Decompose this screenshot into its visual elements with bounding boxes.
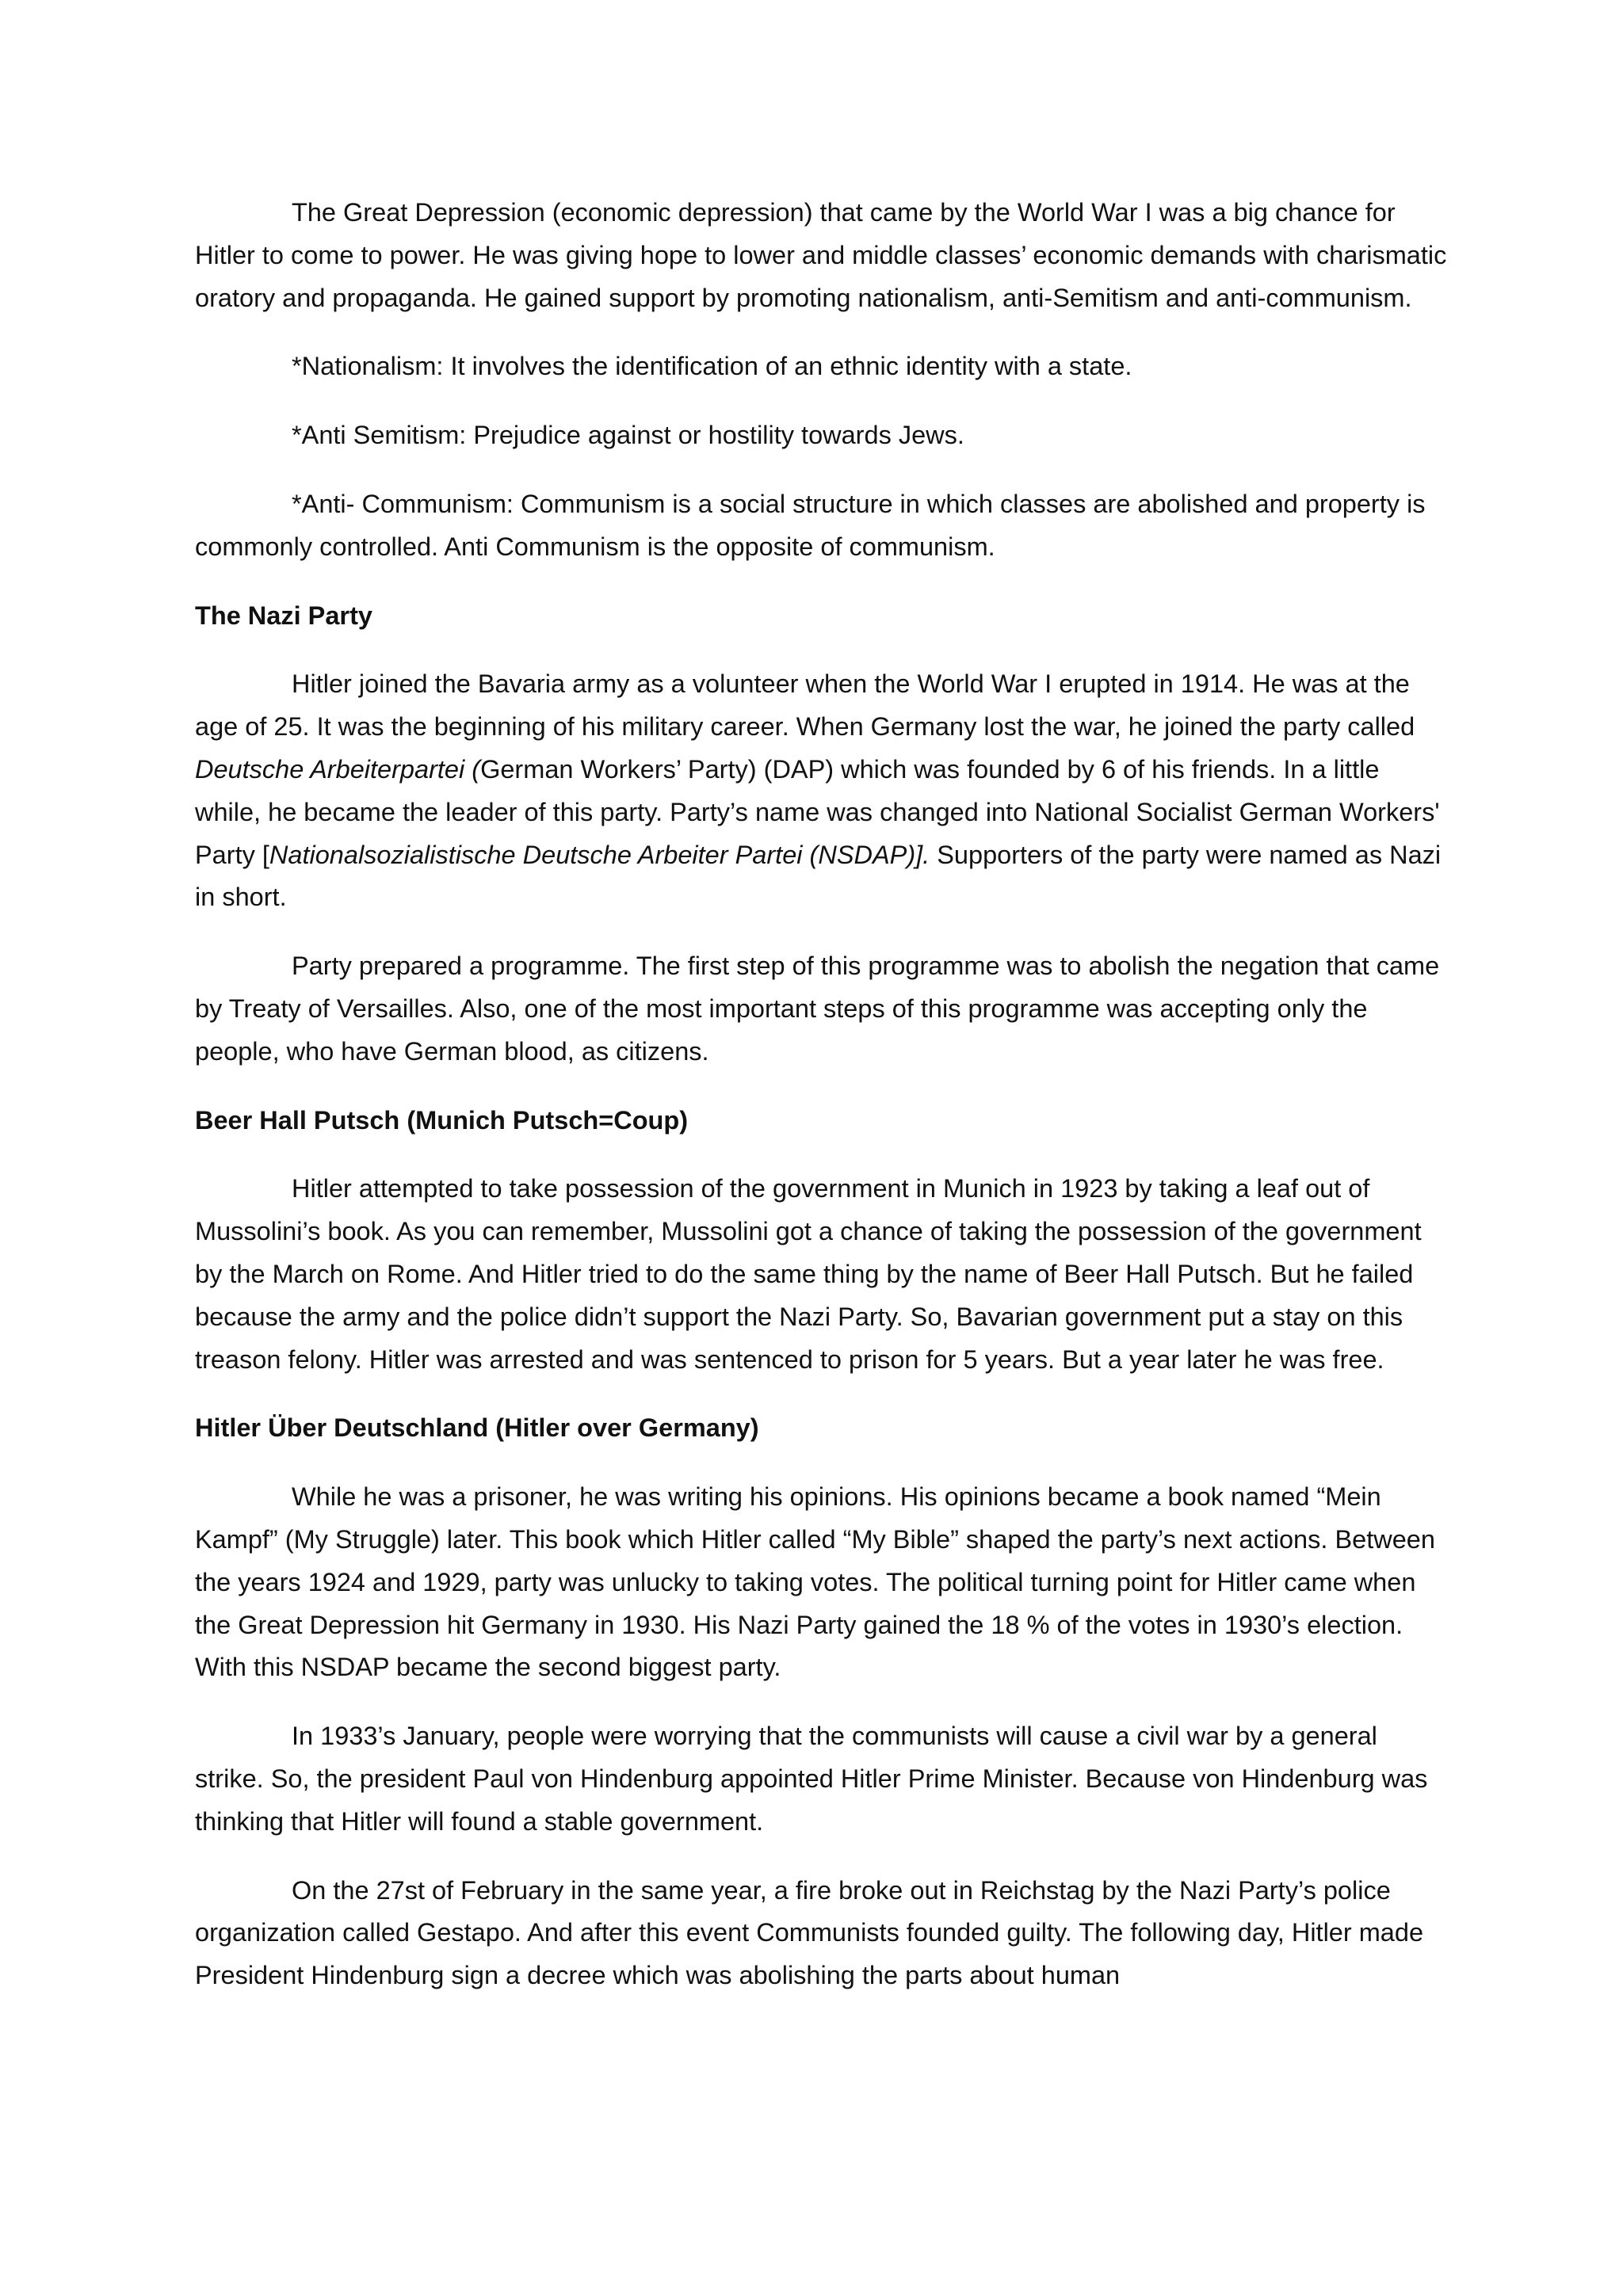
heading-nazi-party: The Nazi Party [195, 601, 372, 630]
definition-anti-semitism: *Anti Semitism: Prejudice against or hostility towards Jews. [292, 421, 964, 450]
paragraph-great-depression: The Great Depression (economic depression) that came by the World War I was a big chance for Hitler to come to power. He was giving hope to lower and middle classes’ economic demands with charismatic oratory and propaganda. He gained support by promoting nationalism, anti-Semitism and anti-communism. [195, 198, 1447, 312]
heading-hitler-uber-deutschland: Hitler Über Deutschland (Hitler over Germany) [195, 1413, 759, 1443]
paragraph-1933-january: In 1933’s January, people were worrying that the communists will cause a civil war by a general strike. So, the president Paul von Hindenburg appointed Hitler Prime Minister. Because von Hindenburg was thinking that Hitler will found a stable government. [195, 1722, 1428, 1836]
paragraph-party-programme: Party prepared a programme. The first step of this programme was to abolish the negation that came by Treaty of Versailles. Also, one of the most important steps of this programme was accepting only the people, who have German blood, as citizens. [195, 952, 1440, 1066]
italic-nsdap-name: Nationalsozialistische Deutsche Arbeiter Partei (NSDAP)]. [269, 840, 930, 869]
italic-dap-name: Deutsche Arbeiterpartei ( [195, 754, 481, 784]
document-body [195, 192, 1447, 1997]
definition-nationalism: *Nationalism: It involves the identification of an ethnic identity with a state. [292, 352, 1132, 381]
paragraph-reichstag-fire: On the 27st of February in the same year, a fire broke out in Reichstag by the Nazi Party’s police organization called Gestapo. And after this event Communists founded guilty. The following day, Hitler made President Hindenburg sign a decree which was abolishing the parts about human [195, 1875, 1424, 1990]
heading-beer-hall-putsch: Beer Hall Putsch (Munich Putsch=Coup) [195, 1105, 689, 1135]
paragraph-munich-attempt: Hitler attempted to take possession of the government in Munich in 1923 by taking a leaf out of Mussolini’s book. As you can remember, Mussolini got a chance of taking the possession of the government by the March on Rome. And Hitler tried to do the same thing by the name of Beer Hall Putsch. But he failed because the army and the police didn’t support the Nazi Party. So, Bavarian government put a stay on this treason felony. Hitler was arrested and was sentenced to prison for 5 years. But a year later he was free. [195, 1174, 1422, 1374]
paragraph-text: German Workers’ Party) (DAP) which was founded by 6 of his friends. In a little while, he became the leader of this party. Party’s name was changed into National Socialist German Workers' Party [ [195, 754, 1440, 869]
definition-anti-communism: *Anti- Communism: Communism is a social structure in which classes are abolished and property is commonly controlled. Anti Communism is the opposite of communism. [195, 489, 1426, 561]
paragraph-text: Hitler joined the Bavaria army as a volunteer when the World War I erupted in 1914. He was at the age of 25. It was the beginning of his military career. When Germany lost the war, he joined the party called [195, 669, 1415, 742]
paragraph-text: Supporters of the party were named as Nazi in short. [195, 840, 1442, 912]
paragraph-hitler-joined-army [195, 663, 1447, 919]
paragraph-mein-kampf: While he was a prisoner, he was writing his opinions. His opinions became a book named “Mein Kampf” (My Struggle) later. This book which Hitler called “My Bible” shaped the party’s next actions. Between the years 1924 and 1929, party was unlucky to taking votes. The political turning point for Hitler came when the Great Depression hit Germany in 1930. His Nazi Party gained the 18 % of the votes in 1930’s election. With this NSDAP became the second biggest party. [195, 1482, 1435, 1682]
